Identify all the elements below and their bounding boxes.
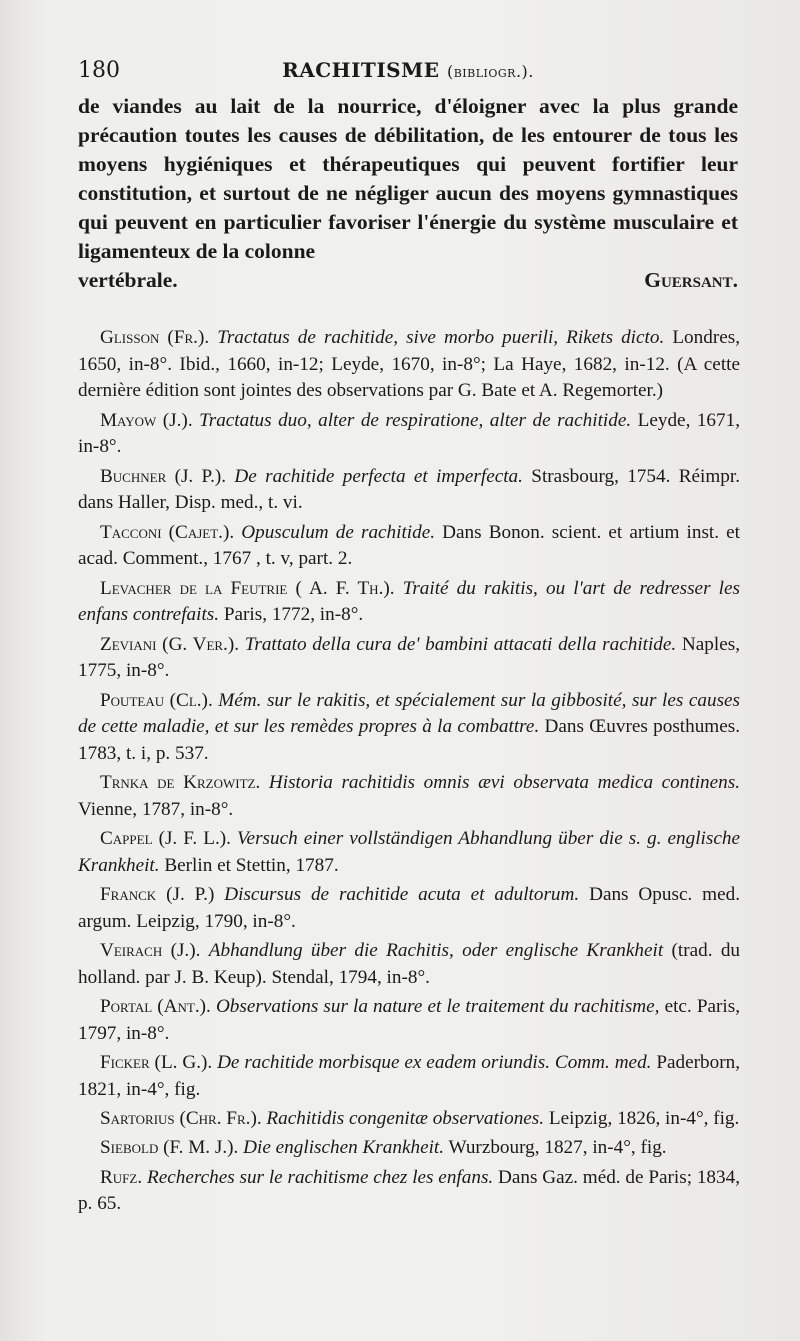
entry-details: (trad. du holland. par J. B. Keup). Stendal, 1794, in-8°. [78,940,741,988]
entry-details: Wurzbourg, 1827, in-4°, fig. [448,1137,667,1159]
entry-title: Historia rachitidis omnis ævi observata medica continens. [268,772,740,794]
entry-details: Paris, 1772, in-8°. [223,604,364,626]
entry-title: Discursus de rachitide acuta et adultorum. [224,884,580,906]
entry-title: Tractatus de rachitide, sive morbo puerili, Rikets dicto. [217,327,665,348]
entry-author: Ficker (L. G.). [100,1052,213,1073]
bibliography-entry [78,882,740,935]
entry-author: Cappel (J. F. L.). [100,828,231,850]
bibliography-entry [78,770,740,823]
signature-line [78,266,738,295]
entry-author: Glisson (Fr.). [100,327,210,348]
bibliography-entry [78,520,740,573]
entry-title: De rachitide morbisque ex eadem oriundis. Comm. med. [217,1052,652,1073]
entry-details: Vienne, 1787, in-8°. [78,798,234,820]
entry-title: Die englischen Krankheit. [243,1137,445,1159]
entry-details: Dans Œuvres posthumes. 1783, t. i, p. 537. [78,716,741,764]
entry-title: Rachitidis congenitæ observationes. [266,1107,545,1129]
page-number: 180 [78,58,120,83]
entry-title: De rachitide perfecta et imperfecta. [234,465,523,487]
entry-author: Mayow (J.). [100,409,193,431]
bibliography-entry [78,1050,740,1103]
bibliography-entry [78,994,740,1047]
page-header [78,58,738,88]
bibliography-entry [78,1165,740,1218]
intro-paragraph [78,92,738,295]
entry-title: Versuch einer vollständigen Abhandlung über die s. g. englische Krankheit. [78,828,740,876]
entry-title: Tractatus duo, alter de respiratione, alter de rachitide. [199,409,632,431]
entry-title: Trattato della cura de' bambini attacati della rachitide. [244,633,677,655]
entry-details: Dans Opusc. med. argum. Leipzig, 1790, in-8°. [78,884,740,932]
bibliography-entry [78,464,740,517]
entry-details: Londres, 1650, in-8°. Ibid., 1660, in-12; Leyde, 1670, in-8°; La Haye, 1682, in-12. (A cette dernière édition sont jointes des observations par G. Bate et A. Regemorter.) [78,327,740,402]
author-signature: Guersant. [644,268,738,292]
entry-details: Dans Gaz. méd. de Paris; 1834, p. 65. [78,1166,741,1215]
entry-author: Rufz. [100,1166,143,1188]
entry-author: Franck (J. P.) [100,884,215,906]
entry-title: Observations sur la nature et le traitement du rachitisme, [215,996,660,1018]
entry-author: Pouteau (Cl.). [100,689,213,711]
entry-details: etc. Paris, 1797, in-8°. [78,996,741,1044]
entry-title: Mém. sur le rakitis, et spécialement sur la gibbosité, sur les causes de cette maladie, et sur les remèdes propres à la combattre. [78,689,741,738]
entry-details: Naples, 1775, in-8°. [78,633,740,682]
bibliography-entry [78,325,740,405]
entry-details: Paderborn, 1821, in-4°, fig. [78,1052,741,1100]
entry-author: Trnka de Krzowitz. [100,772,261,794]
entry-title: Traité du rakitis, ou l'art de redresser les enfans contrefaits. [78,577,740,626]
running-head [78,58,738,82]
entry-author: Veirach (J.). [100,940,201,962]
entry-details: Leipzig, 1826, in-4°, fig. [548,1107,740,1129]
bibliography-list [78,325,740,1221]
entry-author: Zeviani (G. Ver.). [100,633,240,655]
entry-author: Tacconi (Cajet.). [100,521,235,543]
entry-details: Strasbourg, 1754. Réimpr. dans Haller, Disp. med., t. vi. [78,465,740,514]
bibliography-entry [78,632,740,685]
running-subtitle: (bibliogr.). [446,62,534,81]
entry-author: Portal (Ant.). [100,996,211,1018]
entry-author: Siebold (F. M. J.). [100,1137,239,1159]
entry-details: Leyde, 1671, in-8°. [78,409,741,458]
entry-details: Dans Bonon. scient. et artium inst. et acad. Comment., 1767 , t. v, part. 2. [78,521,740,570]
intro-text: de viandes au lait de la nourrice, d'éloigner avec la plus grande précaution toutes les causes de débilitation, de les entourer de tous les moyens hygiéniques et thérapeutiques qui peuvent fortifier leur constitution, et surtout de ne négliger aucun des moyens gymnastiques qui peuvent en particulier favoriser l'énergie du système musculaire et ligamenteux de la colonne [78,94,738,263]
entry-author: Buchner (J. P.). [100,465,227,487]
bibliography-entry [78,938,740,991]
bibliography-entry [78,688,740,768]
bibliography-entry [78,826,740,879]
entry-author: Sartorius (Chr. Fr.). [100,1107,262,1129]
intro-last-word: vertébrale. [78,268,178,292]
entry-title: Opusculum de rachitide. [241,521,436,543]
bibliography-entry [78,1135,740,1162]
bibliography-entry [78,408,740,461]
entry-title: Recherches sur le rachitisme chez les enfans. [146,1166,494,1188]
running-title: RACHITISME [282,58,440,82]
bibliography-entry [78,1106,740,1133]
entry-author: Levacher de la Feutrie ( A. F. Th.). [100,577,395,599]
bibliography-entry [78,576,740,629]
entry-title: Abhandlung über die Rachitis, oder englische Krankheit [208,940,664,962]
entry-details: Berlin et Stettin, 1787. [164,854,339,876]
